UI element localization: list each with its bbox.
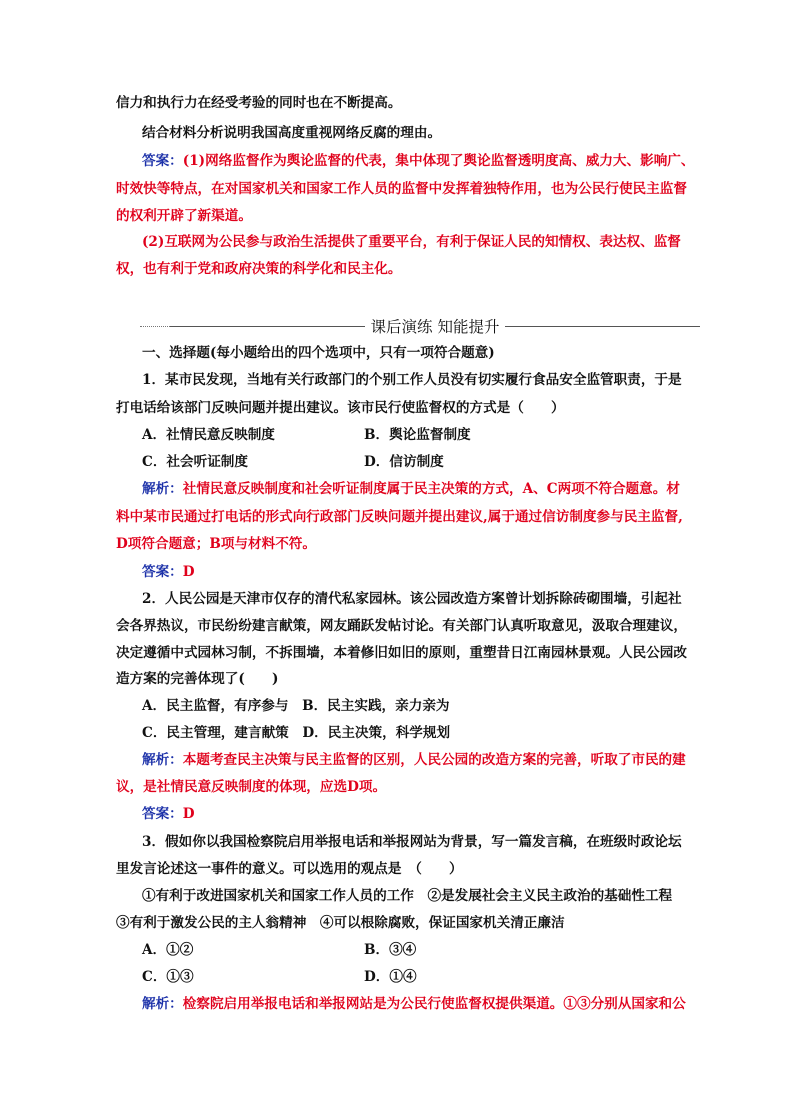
answer-value: D [182,564,195,580]
answer-label: 答案： [142,564,183,580]
answer-text: 时效快等特点，在对国家机关和国家工作人员的监督中发挥着独特作用，也为公民行使民主监督 [116,181,687,197]
question-2-text: 造方案的完善体现了( ) [116,671,279,687]
q1-option-a: A．社情民意反映制度 [142,427,275,443]
banner-rule-left [170,326,365,327]
q2-options-ab: A．民主监督，有序参与 B．民主实践，亲力亲为 [142,698,450,714]
answer-text: (2)互联网为公民参与政治生活提供了重要平台，有利于保证人民的知情权、表达权、监督 [142,234,681,250]
question-3-text: 里发言论述这一事件的意义。可以选用的观点是 （ ） [116,861,463,877]
banner-dotted-rule [140,326,170,327]
explanation-text: 本题考查民主决策与民主监督的区别，人民公园的改造方案的完善，听取了市民的建 [182,752,686,768]
q3-viewpoints: ③有利于激发公民的主人翁精神 ④可以根除腐败，保证国家机关清正廉洁 [116,915,565,931]
explanation-text: 检察院启用举报电话和举报网站是为公民行使监督权提供渠道。①③分别从国家和公 [182,996,686,1012]
q1-option-c: C．社会听证制度 [142,454,248,470]
q2-answer [142,804,700,824]
q1-option-b: B．舆论监督制度 [364,427,471,443]
banner-title: 课后演练 知能提升 [370,318,500,336]
explanation-label: 解析： [142,996,183,1012]
q3-option-c: C．①③ [142,969,194,985]
explanation-text: 社情民意反映制度和社会听证制度属于民主决策的方式，A、C两项不符合题意。材 [182,481,680,497]
explanation-label: 解析： [142,481,183,497]
q2-explanation [142,750,700,770]
q1-option-d: D．信访制度 [364,454,444,470]
q3-option-b: B．③④ [364,942,417,958]
question-2-text: 决定遵循中式园林习制，不拆围墙，本着修旧如旧的原则，重塑昔日江南园林景观。人民公园改 [116,645,687,661]
answer-value: D [182,806,195,822]
q3-viewpoints: ①有利于改进国家机关和国家工作人员的工作 ②是发展社会主义民主政治的基础性工程 [142,888,673,904]
q1-explanation-text: D项符合题意；B项与材料不符。 [116,536,316,552]
q3-option-d: D．①④ [364,969,417,985]
text-line: 信力和执行力在经受考验的同时也在不断提高。 [116,95,402,111]
q1-answer [142,562,700,582]
answer-text: 的权利开辟了新渠道。 [116,208,252,224]
section-heading: 一、选择题(每小题给出的四个选项中，只有一项符合题意) [142,345,495,361]
banner-rule-right [505,326,700,327]
explanation-label: 解析： [142,752,183,768]
question-1-text: 打电话给该部门反映问题并提出建议。该市民行使监督权的方式是（ ） [116,400,565,416]
question-3-text: 3．假如你以我国检察院启用举报电话和举报网站为背景，写一篇发言稿，在班级时政论坛 [142,834,682,850]
question-2-text: 2．人民公园是天津市仅存的清代私家园林。该公园改造方案曾计划拆除砖砌围墙，引起社 [142,591,682,607]
question-2-text: 会各界热议，市民纷纷建言献策，网友踊跃发帖讨论。有关部门认真听取意见，汲取合理建议， [116,618,687,634]
q3-option-a: A．①② [142,942,194,958]
q1-explanation-text: 料中某市民通过打电话的形式向行政部门反映问题并提出建议,属于通过信访制度参与民主监督, [116,509,683,525]
q2-options-cd: C．民主管理，建言献策 D．民主决策，科学规划 [142,725,451,741]
answer-text: (1)网络监督作为舆论监督的代表，集中体现了舆论监督透明度高、威力大、影响广、 [182,153,695,169]
answer-block-line [142,151,700,171]
q2-explanation-text: 议，是社情民意反映制度的体现，应选D项。 [116,779,387,795]
answer-text: 权，也有利于党和政府决策的科学化和民主化。 [116,261,402,277]
question-prompt: 结合材料分析说明我国高度重视网络反腐的理由。 [142,125,442,141]
answer-label: 答案： [142,806,183,822]
q3-explanation [142,994,700,1014]
answer-label: 答案： [142,153,183,169]
question-1-text: 1．某市民发现，当地有关行政部门的个别工作人员没有切实履行食品安全监管职责，于是 [142,372,682,388]
section-banner [140,314,700,338]
q1-explanation [142,479,700,499]
